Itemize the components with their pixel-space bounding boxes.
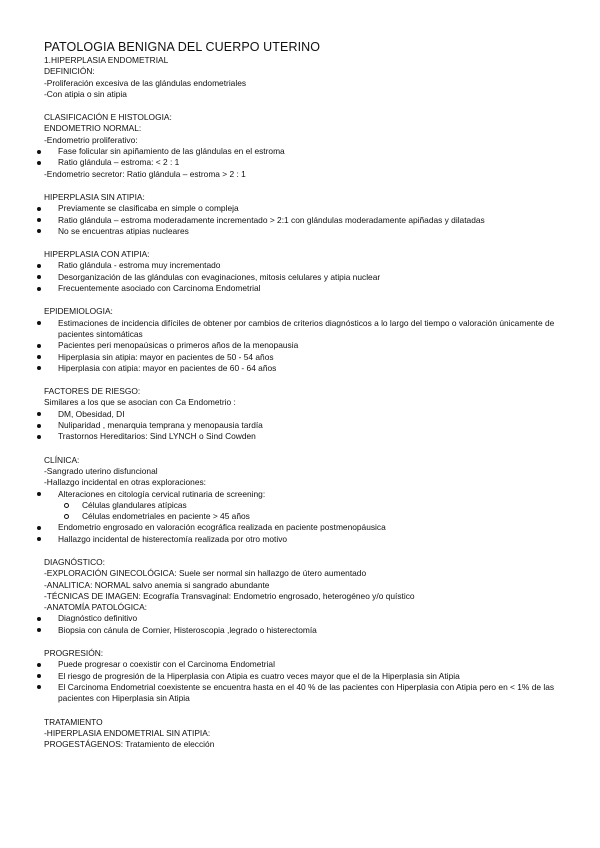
list-item: Ratio glándula - estroma muy incrementado (44, 260, 564, 271)
text-line: -Endometrio proliferativo: (44, 134, 138, 145)
section-heading-epidemiologia: EPIDEMIOLOGIA: (44, 306, 113, 317)
section-heading-tratamiento: TRATAMIENTO (44, 716, 103, 727)
section-heading-clinica: CLÍNICA: (44, 454, 80, 465)
bullet-icon (37, 537, 41, 541)
list-item: Ratio glándula – estroma: < 2 : 1 (44, 157, 564, 168)
list-item: Pacientes peri menopaúsicas o primeros años de la menopausia (44, 340, 564, 351)
text-line: -ANATOMÍA PATOLÓGICA: (44, 602, 147, 613)
bullet-icon (37, 526, 41, 530)
text-line: -TÉCNICAS DE IMAGEN: Ecografía Transvaginal: Endometrio engrosado, heterogéneo y/o quístico (44, 590, 415, 601)
text-line: -Sangrado uterino disfuncional (44, 465, 158, 476)
bullet-icon (37, 229, 41, 233)
list-item: Previamente se clasificaba en simple o compleja (44, 203, 564, 214)
bullet-icon (37, 344, 41, 348)
bullet-icon (37, 492, 41, 496)
sub-list-item: Células endometriales en paciente > 45 años (44, 511, 564, 522)
list-item: DM, Obesidad, DI (44, 409, 564, 420)
list-item: Trastornos Hereditarios: Sind LYNCH o Sind Cowden (44, 431, 564, 442)
section-heading-progresion: PROGRESIÓN: (44, 648, 104, 659)
definicion-line: -Proliferación excesiva de las glándulas endometriales (44, 77, 247, 88)
list-item: Nuliparidad , menarquia temprana y menopausia tardía (44, 420, 564, 431)
list-item: El Carcinoma Endometrial coexistente se encuentra hasta en el 40 % de las pacientes con Hiperplasia con Atipia pero en < 1% de las pacientes con Hiperplasia sin Atipia (44, 682, 564, 705)
bullet-icon (37, 685, 41, 689)
list-item: Diagnóstico definitivo (44, 613, 564, 624)
text-line: -HIPERPLASIA ENDOMETRIAL SIN ATIPIA: (44, 727, 211, 738)
bullet-icon (37, 424, 41, 428)
document-content (44, 40, 564, 750)
list-item: Hiperplasia sin atipia: mayor en pacientes de 50 - 54 años (44, 352, 564, 363)
bullet-icon (37, 663, 41, 667)
bullet-icon (37, 161, 41, 165)
bullet-icon (37, 150, 41, 154)
list-item: Desorganización de las glándulas con evaginaciones, mitosis celulares y atipia nuclear (44, 272, 564, 283)
bullet-icon (37, 435, 41, 439)
section-heading-diagnostico: DIAGNÓSTICO: (44, 556, 105, 567)
list-item: Frecuentemente asociado con Carcinoma Endometrial (44, 283, 564, 294)
text-line: -Hallazgo incidental en otras exploraciones: (44, 477, 207, 488)
bullet-icon (37, 628, 41, 632)
text-line: -ANALITICA: NORMAL salvo anemia si sangrado abundante (44, 579, 270, 590)
section-heading-clasificacion: CLASIFICACIÓN E HISTOLOGIA: (44, 112, 172, 123)
text-line: -Endometrio secretor: Ratio glándula – estroma > 2 : 1 (44, 168, 246, 179)
circle-bullet-icon (64, 514, 69, 519)
bullet-icon (37, 355, 41, 359)
list-item: Alteraciones en citología cervical rutinaria de screening: (44, 489, 564, 500)
list-item: Estimaciones de incidencia difíciles de obtener por cambios de criterios diagnósticos a lo largo del tiempo o valoración únicamente de pacientes sintomáticas (44, 318, 564, 341)
bullet-icon (37, 674, 41, 678)
bullet-icon (37, 412, 41, 416)
list-item: No se encuentras atipias nucleares (44, 226, 564, 237)
list-item: Hiperplasia con atipia: mayor en pacientes de 60 - 64 años (44, 363, 564, 374)
text-line: Similares a los que se asocian con Ca Endometrio : (44, 397, 236, 408)
text-line: -EXPLORACIÓN GINECOLÓGICA: Suele ser normal sin hallazgo de útero aumentado (44, 568, 367, 579)
bullet-icon (37, 287, 41, 291)
list-item: Puede progresar o coexistir con el Carcinoma Endometrial (44, 659, 564, 670)
definicion-line: -Con atipia o sin atipia (44, 88, 127, 99)
bullet-icon (37, 366, 41, 370)
page-title: PATOLOGIA BENIGNA DEL CUERPO UTERINO (44, 40, 321, 54)
text-line: PROGESTÁGENOS: Tratamiento de elección (44, 739, 215, 750)
bullet-icon (37, 218, 41, 222)
bullet-icon (37, 264, 41, 268)
sub-list-item: Células glandulares atípicas (44, 500, 564, 511)
section-heading-sin-atipia: HIPERPLASIA SIN ATIPIA: (44, 191, 145, 202)
list-item: Endometrio engrosado en valoración ecográfica realizada en paciente postmenopáusica (44, 522, 564, 533)
list-item: Hallazgo incidental de histerectomía realizada por otro motivo (44, 534, 564, 545)
bullet-icon (37, 617, 41, 621)
list-item: El riesgo de progresión de la Hiperplasia con Atipia es cuatro veces mayor que el de la Hiperplasia sin Atipia (44, 671, 564, 682)
bullet-icon (37, 275, 41, 279)
circle-bullet-icon (64, 503, 69, 508)
section-heading-con-atipia: HIPERPLASIA CON ATIPIA: (44, 249, 150, 260)
sub-heading-endometrio-normal: ENDOMETRIO NORMAL: (44, 123, 142, 134)
list-item: Biopsia con cánula de Cornier, Histeroscopia ,legrado o histerectomía (44, 625, 564, 636)
section-heading-hiperplasia: 1.HIPERPLASIA ENDOMETRIAL (44, 55, 169, 65)
definicion-label: DEFINICIÓN: (44, 66, 95, 77)
list-item: Ratio glándula – estroma moderadamente incrementado > 2:1 con glándulas moderadamente apiñadas y dilatadas (44, 215, 564, 226)
bullet-icon (37, 207, 41, 211)
bullet-icon (37, 321, 41, 325)
section-heading-factores: FACTORES DE RIESGO: (44, 386, 141, 397)
list-item: Fase folicular sin apiñamiento de las glándulas en el estroma (44, 146, 564, 157)
